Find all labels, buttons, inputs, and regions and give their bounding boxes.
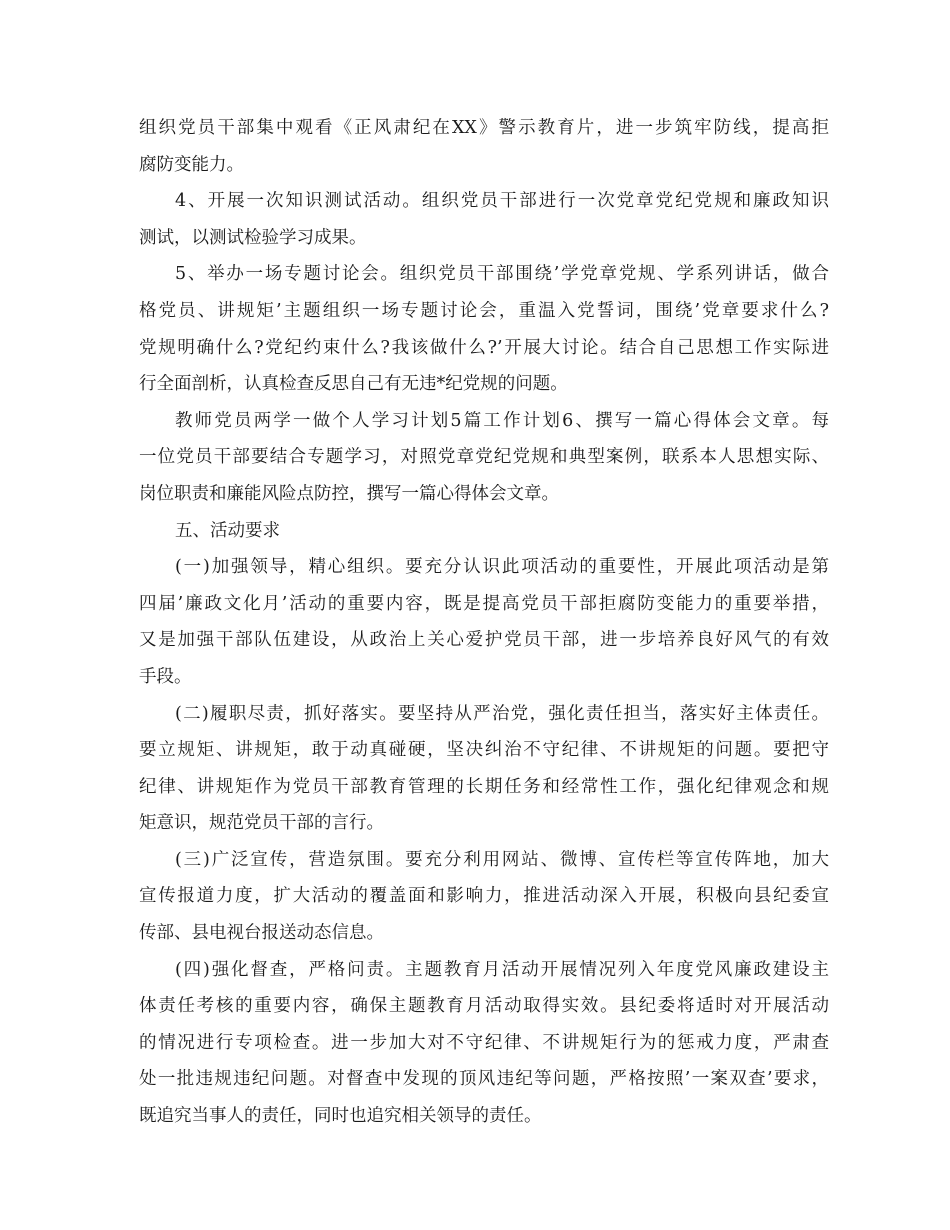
text-line: 宣传报道力度，扩大活动的覆盖面和影响力，推进活动深入开展，积极向县纪委宣 xyxy=(139,886,829,907)
text-line: 要立规矩、讲规矩，敢于动真碰硬，坚决纠治不守纪律、不讲规矩的问题。要把守 xyxy=(139,740,829,761)
text-line: 教师党员两学一做个人学习计划5篇工作计划6、撰写一篇心得体会文章。每 xyxy=(175,410,829,431)
text-line: 党规明确什么?党纪约束什么?我该做什么?’开展大讨论。结合自己思想工作实际进 xyxy=(139,337,829,358)
text-line: (一)加强领导，精心组织。要充分认识此项活动的重要性，开展此项活动是第 xyxy=(175,557,829,578)
text-line: 纪律、讲规矩作为党员干部教育管理的长期任务和经常性工作，强化纪律观念和规 xyxy=(139,776,829,797)
text-line: 既追究当事人的责任，同时也追究相关领导的责任。 xyxy=(139,1106,542,1127)
text-line: 格党员、讲规矩’主题组织一场专题讨论会，重温入党誓词，围绕’党章要求什么? xyxy=(139,300,829,321)
text-line: (二)履职尽责，抓好落实。要坚持从严治党，强化责任担当，落实好主体责任。 xyxy=(175,703,829,724)
text-line: 矩意识，规范党员干部的言行。 xyxy=(139,813,384,834)
text-line: 手段。 xyxy=(139,666,192,687)
document-page xyxy=(139,110,829,1135)
text-line: 一位党员干部要结合专题学习，对照党章党纪党规和典型案例，联系本人思想实际、 xyxy=(139,447,829,468)
text-line: 处一批违规违纪问题。对督查中发现的顶风违纪等问题，严格按照’一案双查’要求， xyxy=(139,1069,829,1090)
text-line: 五、活动要求 xyxy=(175,520,280,541)
text-line: 5、举办一场专题讨论会。组织党员干部围绕’学党章党规、学系列讲话，做合 xyxy=(175,264,829,285)
text-line: 腐防变能力。 xyxy=(139,154,244,175)
text-line: 4、开展一次知识测试活动。组织党员干部进行一次党章党纪党规和廉政知识 xyxy=(175,191,829,212)
text-line: 测试，以测试检验学习成果。 xyxy=(139,227,367,248)
text-line: 岗位职责和廉能风险点防控，撰写一篇心得体会文章。 xyxy=(139,483,559,504)
text-line: 又是加强干部队伍建设，从政治上关心爱护党员干部，进一步培养良好风气的有效 xyxy=(139,630,829,651)
text-line: 四届’廉政文化月’活动的重要内容，既是提高党员干部拒腐防变能力的重要举措， xyxy=(139,593,829,614)
text-line: (四)强化督查，严格问责。主题教育月活动开展情况列入年度党风廉政建设主 xyxy=(175,959,829,980)
text-line: (三)广泛宣传，营造氛围。要充分利用网站、微博、宣传栏等宣传阵地，加大 xyxy=(175,849,829,870)
text-line: 组织党员干部集中观看《正风肃纪在XX》警示教育片，进一步筑牢防线，提高拒 xyxy=(139,118,829,138)
text-line: 体责任考核的重要内容，确保主题教育月活动取得实效。县纪委将适时对开展活动 xyxy=(139,996,829,1017)
text-line: 行全面剖析，认真检查反思自己有无违*纪党规的问题。 xyxy=(139,374,568,395)
text-line: 传部、县电视台报送动态信息。 xyxy=(139,923,384,944)
text-line: 的情况进行专项检查。进一步加大对不守纪律、不讲规矩行为的惩戒力度，严肃查 xyxy=(139,1032,829,1053)
